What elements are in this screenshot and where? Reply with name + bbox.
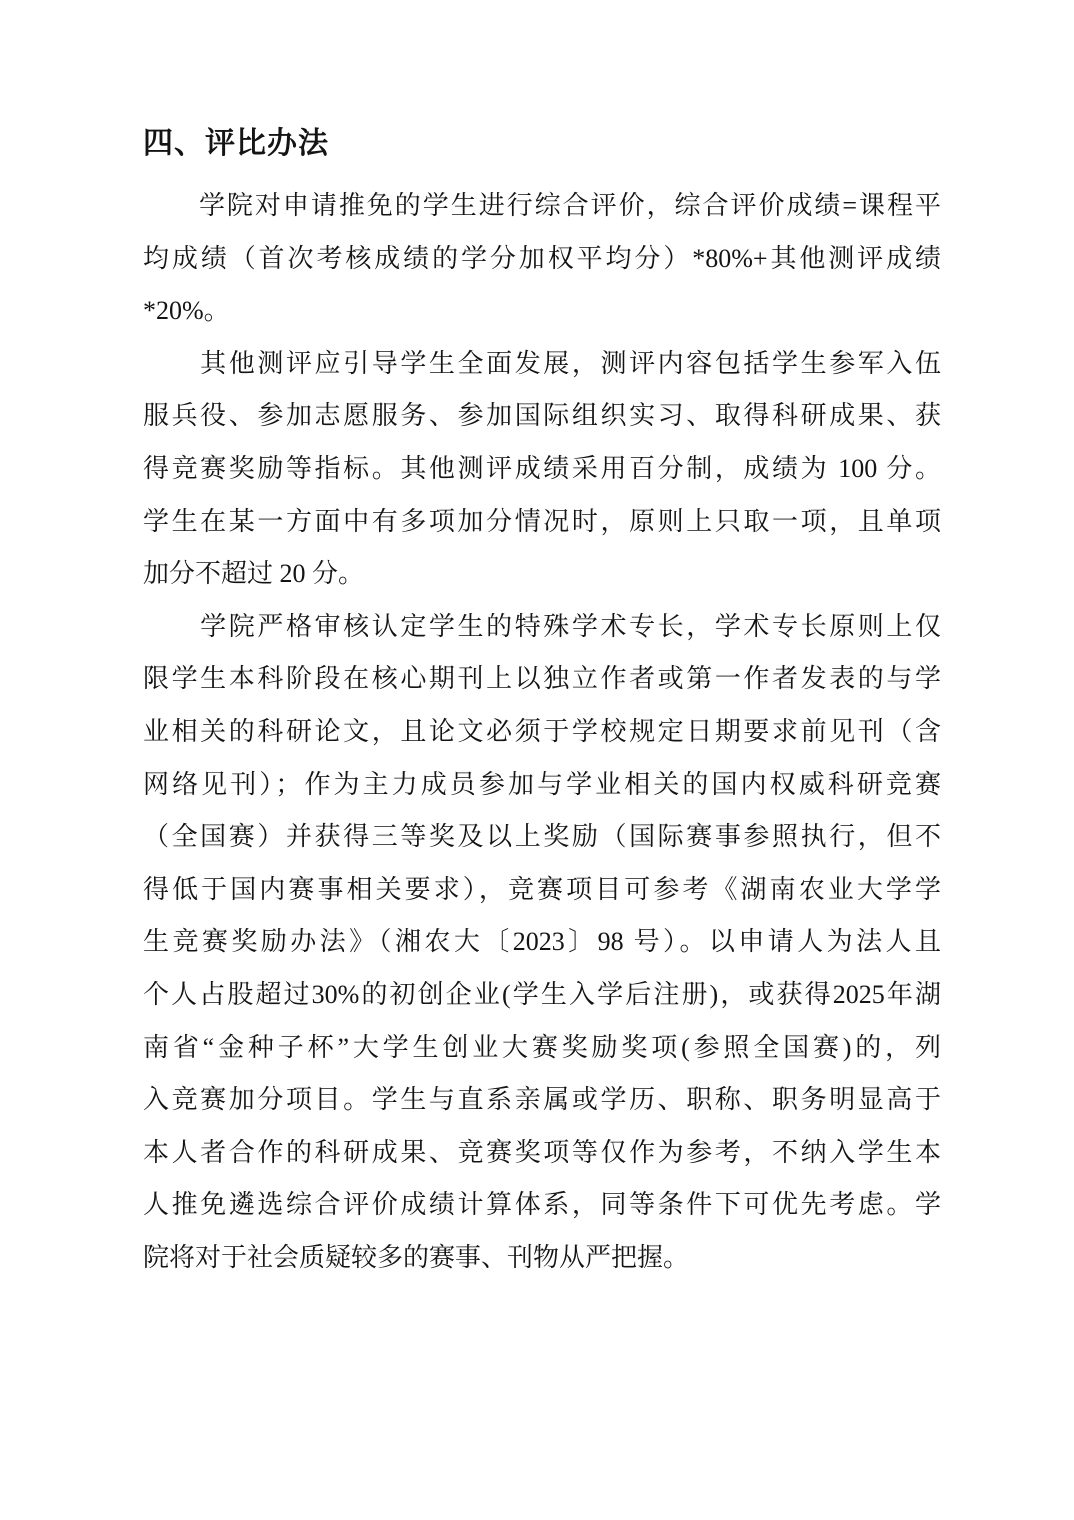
text-line: 得竞赛奖励等指标。其他测评成绩采用百分制，成绩为 100 分。 — [143, 453, 941, 483]
text-line: 本人者合作的科研成果、竞赛奖项等仅作为参考，不纳入学生本 — [143, 1137, 941, 1167]
text-line: （全国赛）并获得三等奖及以上奖励（国际赛事参照执行，但不 — [143, 822, 941, 852]
text-line: 南省“金种子杯”大学生创业大赛奖励奖项(参照全国赛)的，列 — [143, 1032, 941, 1062]
text-line: 学生在某一方面中有多项加分情况时，原则上只取一项，且单项 — [143, 506, 941, 536]
paragraphs-container — [143, 180, 941, 1284]
text-line: 院将对于社会质疑较多的赛事、刊物从严把握。 — [143, 1242, 690, 1272]
text-line: 加分不超过 20 分。 — [143, 559, 365, 589]
text-line: 学院严格审核认定学生的特殊学术专长，学术专长原则上仅 — [143, 611, 941, 641]
text-line: 人推免遴选综合评价成绩计算体系，同等条件下可优先考虑。学 — [143, 1190, 941, 1220]
document-content — [143, 121, 941, 1284]
text-line: 生竞赛奖励办法》（湘农大〔2023〕98 号）。以申请人为法人且 — [143, 927, 941, 957]
paragraph — [143, 601, 941, 1285]
section-heading: 四、评比办法 — [143, 127, 329, 160]
paragraph — [143, 180, 941, 338]
text-line: 业相关的科研论文，且论文必须于学校规定日期要求前见刊（含 — [143, 716, 941, 746]
text-line: 限学生本科阶段在核心期刊上以独立作者或第一作者发表的与学 — [143, 664, 941, 694]
text-line: 网络见刊）；作为主力成员参加与学业相关的国内权威科研竞赛 — [143, 769, 941, 799]
text-line: 入竞赛加分项目。学生与直系亲属或学历、职称、职务明显高于 — [143, 1085, 941, 1115]
text-line: *20%。 — [143, 296, 230, 326]
text-line: 均成绩（首次考核成绩的学分加权平均分）*80%+其他测评成绩 — [143, 243, 941, 273]
text-line: 服兵役、参加志愿服务、参加国际组织实习、取得科研成果、获 — [143, 401, 941, 431]
text-line: 得低于国内赛事相关要求），竞赛项目可参考《湖南农业大学学 — [143, 874, 941, 904]
text-line: 其他测评应引导学生全面发展，测评内容包括学生参军入伍 — [143, 348, 941, 378]
text-line: 学院对申请推免的学生进行综合评价，综合评价成绩=课程平 — [143, 191, 941, 220]
paragraph — [143, 338, 941, 601]
text-line: 个人占股超过30%的初创企业(学生入学后注册)，或获得2025年湖 — [143, 979, 941, 1009]
